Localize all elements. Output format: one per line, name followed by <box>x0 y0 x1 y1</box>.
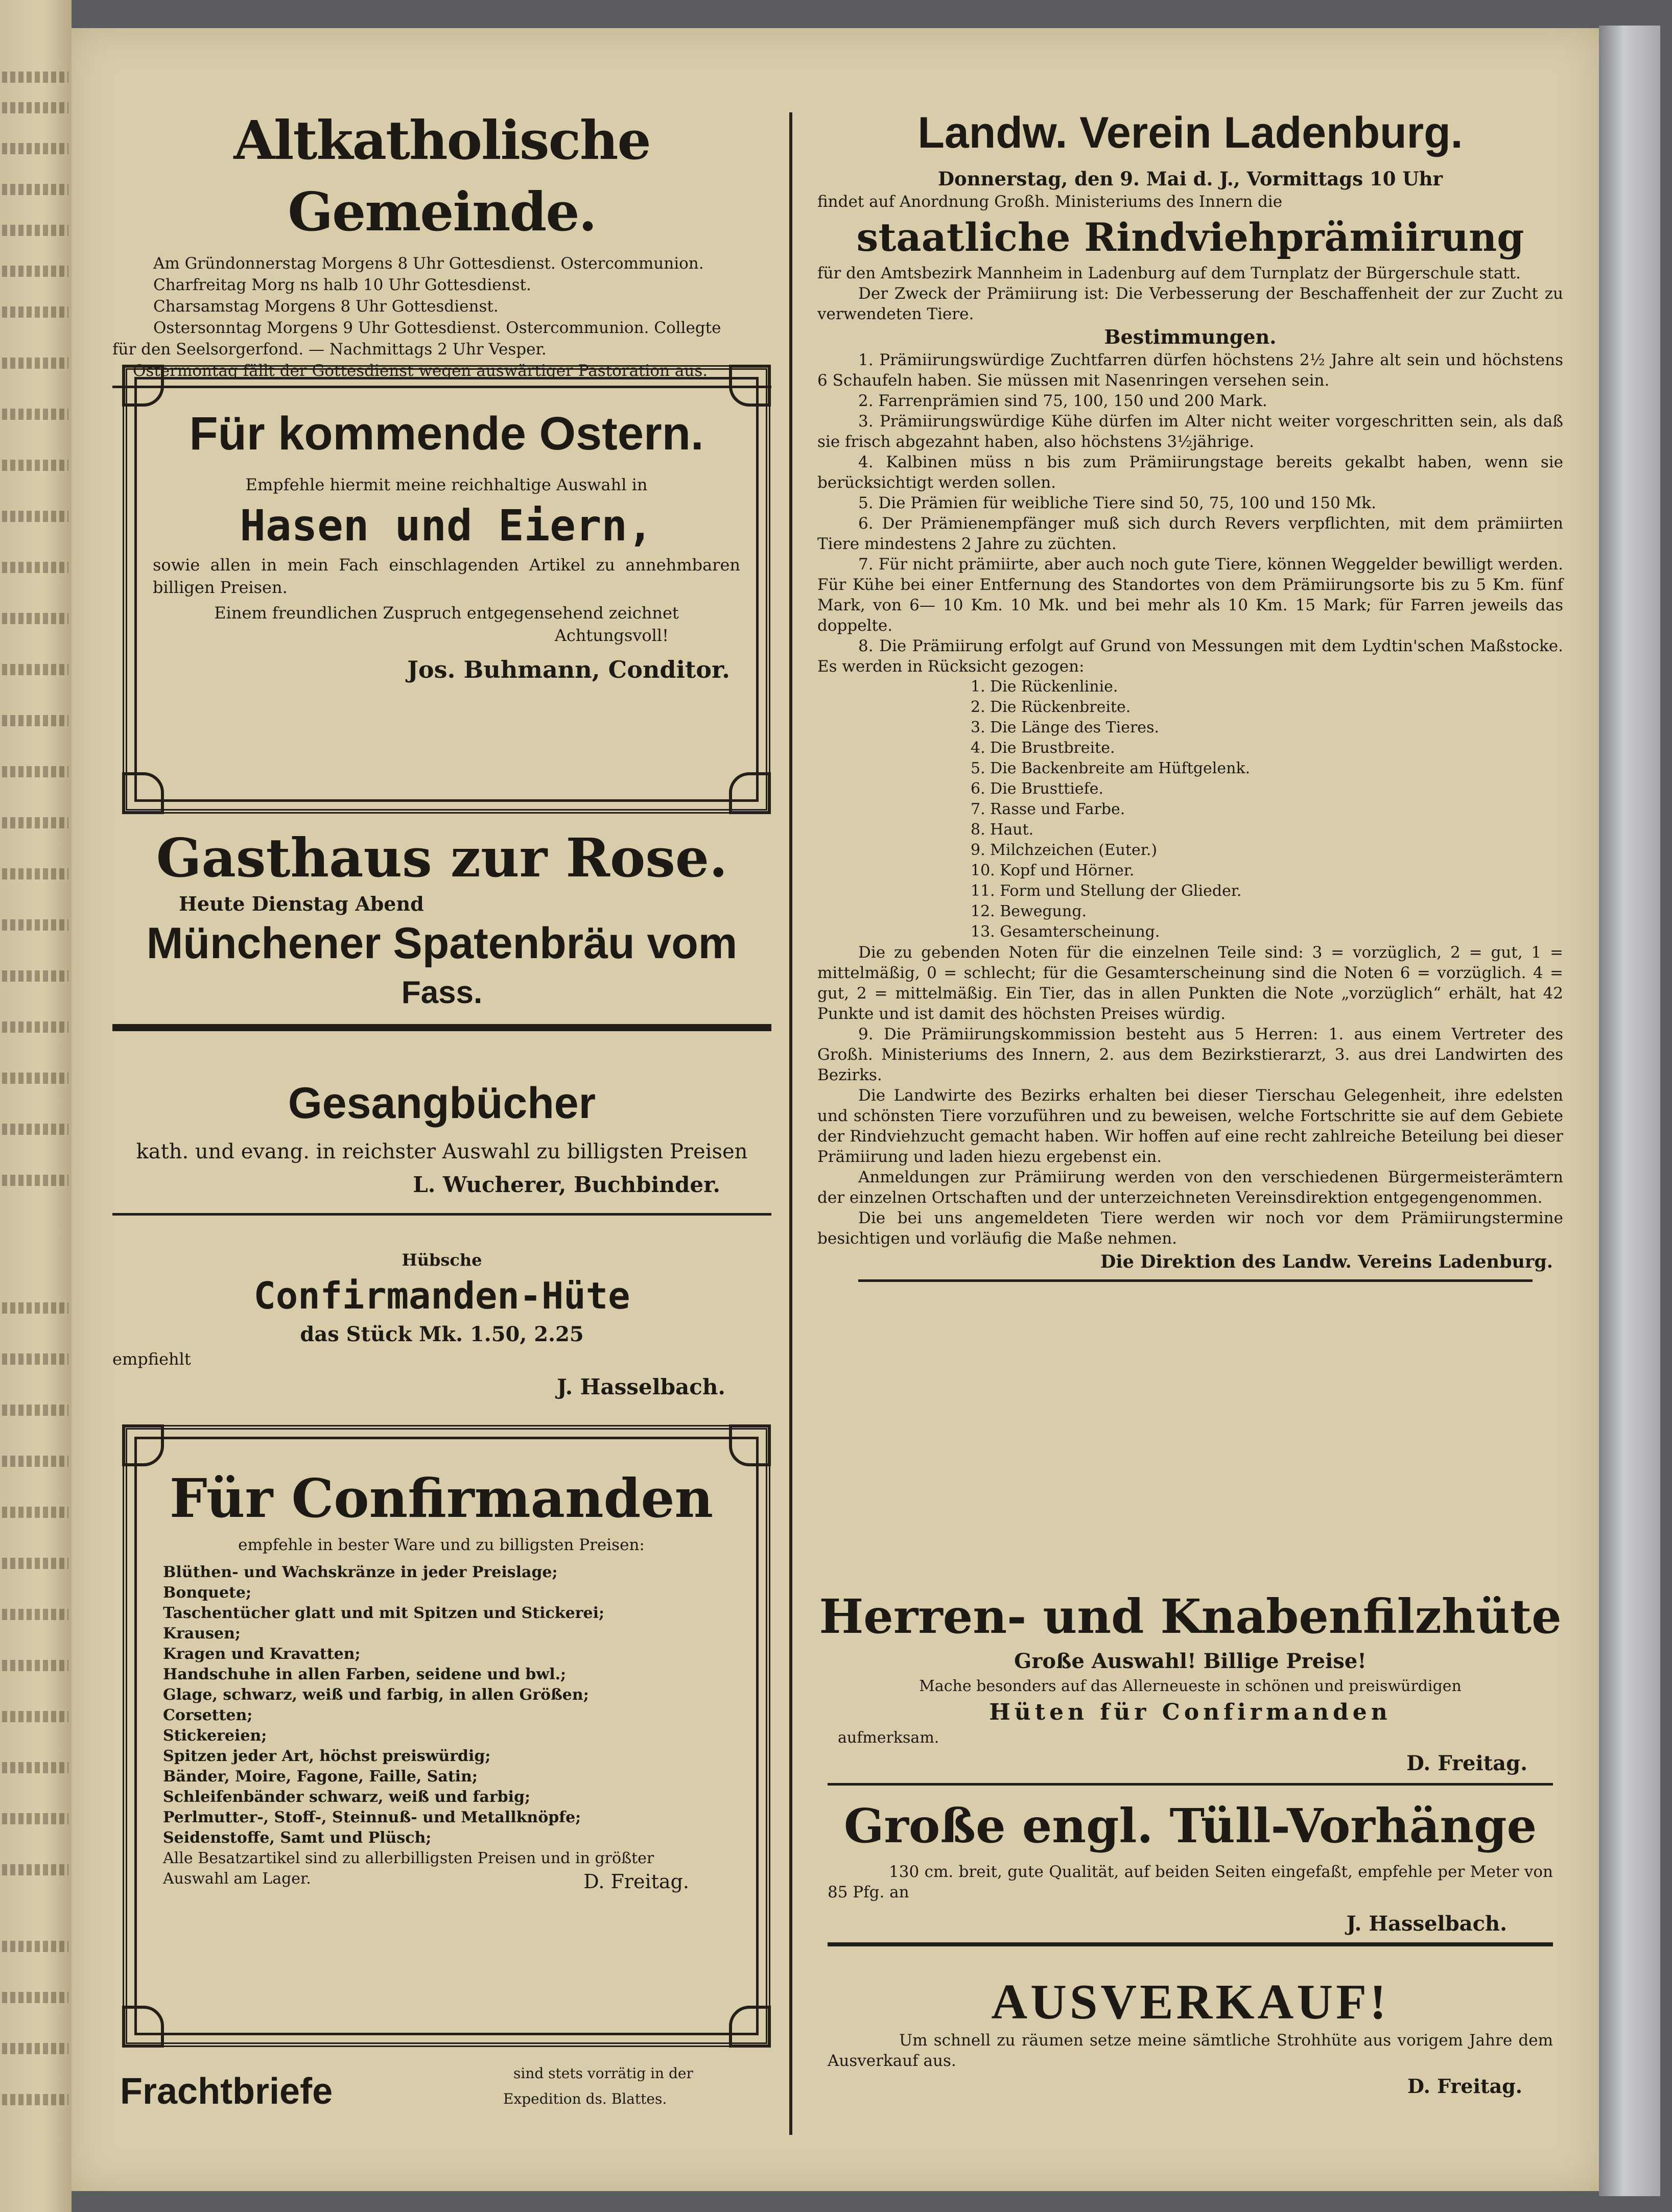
service-line: Ostermontag fällt der Gottesdienst wegen auswärtiger Pastoration aus. <box>133 362 708 380</box>
ad-altkatholische-gemeinde <box>112 105 771 388</box>
ad-price: das Stück Mk. 1.50, 2.25 <box>300 1322 584 1346</box>
service-line: Charfreitag Morg ns halb 10 Uhr Gottesdienst. <box>153 276 531 294</box>
product-item: Kragen und Kravatten; <box>163 1645 361 1663</box>
criteria-item: 1. Die Rückenlinie. <box>971 678 1118 696</box>
divider <box>112 1213 771 1216</box>
service-line: Ostersonntag Morgens 9 Uhr Gottesdienst. Ostercommunion. Collegte <box>153 319 721 337</box>
rule-item: 3. Prämiirungswürdige Kühe dürfen im Alter nicht weiter vorgeschritten sein, als daß sie frisch abgezahnt haben, also höchstens 3½jährige. <box>817 412 1563 451</box>
ad-tuell-vorhaenge <box>817 1795 1563 1946</box>
service-times <box>112 253 771 382</box>
criteria-item: 12. Bewegung. <box>971 902 1087 920</box>
ad-signature: D. Freitag. <box>583 1870 689 1893</box>
ad-signature: J. Hasselbach. <box>556 1374 725 1399</box>
ad-title: Herren- und Knabenfilzhüte <box>819 1589 1562 1644</box>
ad-signature: Jos. Buhmann, Conditor. <box>407 656 730 683</box>
divider <box>828 1783 1553 1786</box>
ad-main: Münchener Spatenbräu vom <box>146 919 738 968</box>
ad-frachtbriefe <box>120 2063 779 2125</box>
frame-ornament <box>122 772 164 814</box>
rule-item: 7. Für nicht prämiirte, aber auch noch gute Tiere, können Weggelder bewilligt werden. Für Kühe bei einer Entfernung des Standortes von dem Prämiirungsorte bis zu 5 Km. fünf Mark, von 6— 10 Km. 10 Mk. und bei mehr als 10 Km. 15 Mark; für Farren jeweils das doppelte. <box>817 555 1563 635</box>
event-para: Die zu gebenden Noten für die einzelnen Teile sind: 3 = vorzüglich, 2 = gut, 1 = mittelmäßig, 0 = schlecht; für die Gesamterscheinung sind die Noten 6 = vorzüglich. 4 = gut, 2 = mittelmäßig. Ein Tier, das in allen Punkten die Note „vorzüglich“ erhält, hat 42 Punkte und ist damit des höchsten Preises würdig. <box>817 943 1563 1023</box>
criteria-item: 9. Milchzeichen (Euter.) <box>971 841 1158 859</box>
ad-main: Fass. <box>401 975 483 1010</box>
product-item: Stickereien; <box>163 1727 267 1745</box>
frame-ornament <box>729 365 771 407</box>
ad-title: Große engl. Tüll-Vorhänge <box>843 1798 1537 1853</box>
product-item: Corsetten; <box>163 1706 253 1724</box>
ad-signature: D. Freitag. <box>1406 1751 1527 1775</box>
ad-headline: Hüten für Confirmanden <box>989 1699 1392 1725</box>
event-para: Die Landwirte des Bezirks erhalten bei dieser Tierschau Gelegenheit, ihre edelsten und schönsten Tiere vorzuführen und zu beweisen, welche Fortschritte sie auf dem Gebiete der Rindviehzucht gemacht haben. Wir hoffen auf eine recht zahlreiche Beteilung bei dieser Prämiirung und laden hiezu ergebenst ein. <box>817 1086 1563 1166</box>
rule-item: 6. Der Prämienempfänger muß sich durch Revers verpflichten, mit dem prämiirten Tiere mindestens 2 Jahre zu züchten. <box>817 514 1563 553</box>
ad-intro: Empfehle hiermit meine reichhaltige Auswahl in <box>245 475 648 494</box>
product-item: Auswahl am Lager. <box>163 1870 311 1888</box>
event-para: Anmeldungen zur Prämiirung werden von den verschiedenen Bürgermeisterämtern der einzelnen Ortschaften und der unterzeichneten Vereinsdirektion entgegengenommen. <box>817 1168 1563 1207</box>
ad-title: AUSVERKAUF! <box>991 1975 1390 2030</box>
ad-intro: empfehle in bester Ware und zu billigsten Preisen: <box>238 1536 645 1554</box>
criteria-item: 11. Form und Stellung der Glieder. <box>971 882 1242 900</box>
ad-closing: Einem freundlichen Zuspruch entgegensehend zeichnet <box>214 603 679 623</box>
ad-confirmanden-huete <box>112 1249 771 1405</box>
ad-title: Für kommende Ostern. <box>189 408 704 460</box>
ad-landw-verein <box>817 105 1563 1282</box>
previous-page-edge <box>0 0 72 2212</box>
ad-ausverkauf <box>817 1974 1563 2102</box>
divider <box>828 1942 1553 1946</box>
criteria-item: 10. Kopf und Hörner. <box>971 862 1135 879</box>
criteria-item: 3. Die Länge des Tieres. <box>971 719 1159 736</box>
ad-gasthaus-zur-rose <box>112 825 771 1031</box>
criteria-item: 2. Die Rückenbreite. <box>971 698 1131 716</box>
rule-item: 4. Kalbinen müss n bis zum Prämiirungstage bereits gekalbt haben, wenn sie berücksichtigt werden sollen. <box>817 453 1563 492</box>
criteria-item: 8. Haut. <box>971 821 1034 839</box>
rule-item: 8. Die Prämiirung erfolgt auf Grund von Messungen mit dem Lydtin'schen Maßstocke. Es werden in Rücksicht gezogen: <box>817 637 1563 676</box>
ad-signature: J. Hasselbach. <box>1346 1912 1507 1936</box>
ad-title: Frachtbriefe <box>120 2071 333 2112</box>
product-item: Bänder, Moire, Fagone, Faille, Satin; <box>163 1768 478 1786</box>
ad-note: Expedition ds. Blattes. <box>503 2090 667 2107</box>
criteria-item: 4. Die Brustbreite. <box>971 739 1115 757</box>
event-para: Die bei uns angemeldeten Tiere werden wir noch vor dem Prämiirungstermine besichtigen und vorläufig die Maße nehmen. <box>817 1209 1563 1248</box>
product-item: Bonquete; <box>163 1584 252 1602</box>
product-item: Glage, schwarz, weiß und farbig, in allen Größen; <box>163 1686 589 1704</box>
product-item: Alle Besatzartikel sind zu allerbilligsten Preisen und in größter <box>163 1849 654 1867</box>
product-item: Seidenstoffe, Samt und Plüsch; <box>163 1829 432 1847</box>
ad-line: aufmerksam. <box>838 1729 939 1747</box>
divider <box>858 1279 1533 1282</box>
service-line: Charsamstag Morgens 8 Uhr Gottesdienst. <box>153 297 499 316</box>
frame-ornament <box>729 2006 771 2048</box>
frame-ornament <box>729 1424 771 1466</box>
criteria-item: 7. Rasse und Farbe. <box>971 800 1125 818</box>
event-order: findet auf Anordnung Großh. Ministeriums des Innern die <box>817 193 1283 211</box>
ad-signature: D. Freitag. <box>1407 2075 1522 2098</box>
product-list <box>163 1562 720 1889</box>
book-cover-edge <box>1599 26 1660 2196</box>
ad-sub: Heute Dienstag Abend <box>179 892 424 915</box>
product-item: Perlmutter-, Stoff-, Steinnuß- und Metallknöpfe; <box>163 1809 581 1826</box>
rules-list <box>817 350 1563 677</box>
divider <box>112 1024 771 1031</box>
ad-title: Confirmanden-Hüte <box>253 1274 630 1317</box>
product-item: Handschuhe in allen Farben, seidene und bwl.; <box>163 1666 567 1683</box>
criteria-list <box>817 677 1563 942</box>
ad-headline: Hasen und Eiern, <box>240 501 653 551</box>
criteria-item: 5. Die Backenbreite am Hüftgelenk. <box>971 759 1251 777</box>
service-line: für den Seelsorgerfond. — Nachmittags 2 Uhr Vesper. <box>112 340 547 359</box>
rule-item: 2. Farrenprämien sind 75, 100, 150 und 200 Mark. <box>858 392 1267 410</box>
ad-signature: Die Direktion des Landw. Vereins Ladenburg. <box>1100 1251 1553 1272</box>
ad-filzhuete <box>817 1586 1563 1786</box>
ad-title: Landw. Verein Ladenburg. <box>917 108 1463 157</box>
event-date: Donnerstag, den 9. Mai d. J., Vormittags 10 Uhr <box>937 168 1443 190</box>
ad-fuer-confirmanden-frame <box>123 1425 770 2047</box>
event-para: für den Amtsbezirk Mannheim in Ladenburg auf dem Turnplatz der Bürgerschule statt. <box>817 264 1521 282</box>
column-divider <box>789 112 792 2135</box>
ad-closing: Achtungsvoll! <box>554 626 669 645</box>
ad-body: 130 cm. breit, gute Qualität, auf beiden Seiten eingefaßt, empfehle per Meter von 85 Pfg. an <box>828 1863 1553 1901</box>
ad-line: kath. und evang. in reichster Auswahl zu billigsten Preisen <box>136 1140 748 1163</box>
newspaper-page <box>72 28 1599 2191</box>
ad-body: Um schnell zu räumen setze meine sämtliche Strohhüte aus vorigem Jahre dem Ausverkauf aus. <box>828 2031 1553 2070</box>
product-item: Spitzen jeder Art, höchst preiswürdig; <box>163 1747 491 1765</box>
rule-item: 5. Die Prämien für weibliche Tiere sind 50, 75, 100 und 150 Mk. <box>858 494 1376 512</box>
frame-ornament <box>729 772 771 814</box>
ad-slogan: Große Auswahl! Billige Preise! <box>1014 1649 1367 1673</box>
ad-gesangbuecher <box>112 1075 771 1216</box>
ad-title: Gesangbücher <box>288 1079 596 1128</box>
frame-ornament <box>122 365 164 407</box>
ad-body: sowie allen in mein Fach einschlagenden Artikel zu annehmbaren billigen Preisen. <box>153 555 740 597</box>
product-item: Taschentücher glatt und mit Spitzen und Stickerei; <box>163 1604 605 1622</box>
criteria-item: 6. Die Brusttiefe. <box>971 780 1104 798</box>
event-headline: staatliche Rindviehprämiirung <box>856 215 1524 260</box>
ad-note: sind stets vorrätig in der <box>513 2065 693 2082</box>
ad-title: Für Confirmanden <box>169 1467 714 1530</box>
product-item: Krausen; <box>163 1625 241 1643</box>
criteria-item: 13. Gesamterscheinung. <box>971 923 1160 941</box>
ad-ostern-frame <box>123 365 770 814</box>
ad-kicker: Hübsche <box>402 1250 482 1270</box>
ad-line: Mache besonders auf das Allerneueste in schönen und preiswürdigen <box>919 1677 1462 1695</box>
ad-ostern <box>153 406 740 687</box>
ad-left: empfiehlt <box>112 1349 191 1369</box>
event-para: Der Zweck der Prämiirung ist: Die Verbesserung der Beschaffenheit der zur Zucht zu verwendeten Tiere. <box>817 284 1563 323</box>
frame-ornament <box>122 1424 164 1466</box>
ad-signature: L. Wucherer, Buchbinder. <box>413 1172 720 1197</box>
product-item: Blüthen- und Wachskränze in jeder Preislage; <box>163 1563 558 1581</box>
ad-fuer-confirmanden <box>163 1465 720 1894</box>
service-line: Am Gründonnerstag Morgens 8 Uhr Gottesdienst. Ostercommunion. <box>153 254 704 273</box>
event-para: 9. Die Prämiirungskommission besteht aus 5 Herren: 1. aus einem Vertreter des Großh. Ministeriums des Innern, 2. aus dem Bezirkstierarzt, 3. aus drei Landwirten des Bezirks. <box>817 1025 1563 1084</box>
ad-title: Gasthaus zur Rose. <box>156 826 728 889</box>
product-item: Schleifenbänder schwarz, weiß und farbig; <box>163 1788 531 1806</box>
frame-ornament <box>122 2006 164 2048</box>
rule-item: 1. Prämiirungswürdige Zuchtfarren dürfen höchstens 2½ Jahre alt sein und höchstens 6 Schaufeln haben. Sie müssen mit Nasenringen versehen sein. <box>817 351 1563 390</box>
ad-title: Altkatholische Gemeinde. <box>233 109 650 243</box>
rules-title: Bestimmungen. <box>1104 325 1277 348</box>
